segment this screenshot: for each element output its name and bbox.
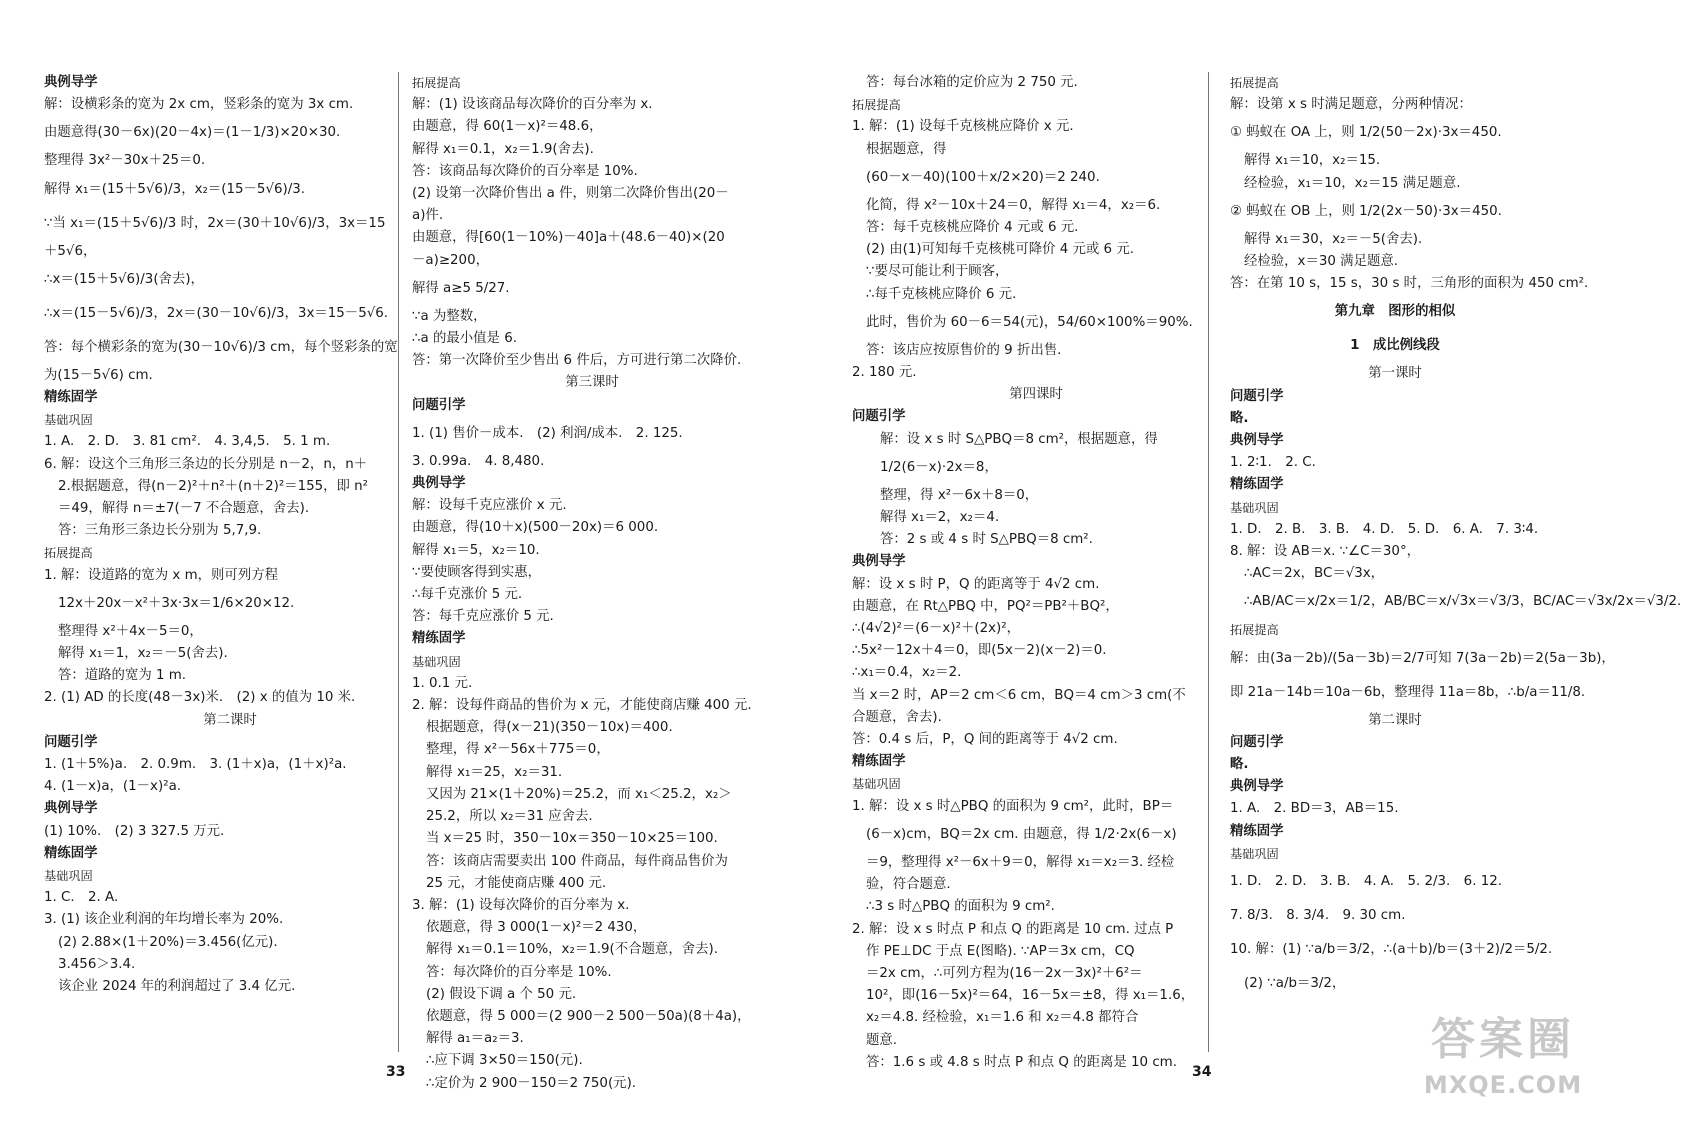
- text-line: 根据题意，得: [866, 141, 947, 157]
- text-line: ∴AB/AC＝x/2x＝1/2，AB/BC＝x/√3x＝√3/3，BC/AC＝√3x/2x＝√3/2.: [1244, 594, 1681, 610]
- text-line: 解：设横彩条的宽为 2x cm，竖彩条的宽为 3x cm.: [44, 97, 354, 113]
- text-line: 精练固学: [412, 631, 466, 647]
- text-line: 1 成比例线段: [1350, 338, 1440, 354]
- text-line: 答：该商店需要卖出 100 件商品，每件商品售价为: [426, 853, 728, 869]
- text-line: 6. 解：设这个三角形三条边的长分别是 n－2，n，n＋: [44, 456, 368, 472]
- text-line: 略.: [1230, 410, 1249, 426]
- text-line: 第一课时: [1368, 366, 1422, 382]
- text-line: a)件.: [412, 208, 444, 224]
- column-divider-right: [1208, 72, 1209, 1052]
- text-line: 第二课时: [203, 712, 257, 728]
- text-line: －a)≥200，: [412, 252, 489, 268]
- text-line: 化简，得 x²－10x＋24＝0，解得 x₁＝4，x₂＝6.: [866, 197, 1161, 213]
- text-line: 由题意得(30－6x)(20－4x)＝(1－1/3)×20×30.: [44, 125, 341, 141]
- text-line: ∴定价为 2 900－150＝2 750(元).: [426, 1075, 637, 1091]
- text-line: ∴每千克核桃应降价 6 元.: [866, 286, 1017, 302]
- text-line: 拓展提高: [44, 546, 93, 561]
- text-line: 解得 x₁＝5，x₂＝10.: [412, 542, 540, 558]
- text-line: 第九章 图形的相似: [1334, 304, 1456, 320]
- text-line: 解得 x₁＝(15＋5√6)/3，x₂＝(15－5√6)/3.: [44, 181, 306, 197]
- text-line: 基础巩固: [1230, 500, 1279, 515]
- text-line: 1. 解：(1) 设每千克核桃应降价 x 元.: [852, 119, 1074, 135]
- text-line: 问题引学: [412, 397, 466, 413]
- text-line: 由题意，在 Rt△PBQ 中，PQ²＝PB²＋BQ²，: [852, 598, 1119, 614]
- text-line: 答：每千克核桃应降价 4 元或 6 元.: [866, 220, 1079, 236]
- text-line: 1/2(6－x)·2x＝8，: [880, 459, 998, 475]
- text-line: 精练固学: [1230, 823, 1284, 839]
- text-line: 拓展提高: [1230, 623, 1279, 638]
- text-line: 1. A. 2. D. 3. 81 cm². 4. 3,4,5. 5. 1 m.: [44, 434, 331, 450]
- text-line: 整理得 3x²－30x＋25＝0.: [44, 153, 206, 169]
- text-line: 解：设第 x s 时满足题意，分两种情况：: [1230, 97, 1472, 113]
- text-line: 整理得 x²＋4x－5＝0，: [58, 623, 203, 639]
- text-line: 2. (1) AD 的长度(48－3x)米. (2) x 的值为 10 米.: [44, 690, 356, 706]
- text-line: 整理，得 x²－56x＋775＝0，: [426, 742, 610, 758]
- text-line: ＝2x cm，∴可列方程为(16－2x－3x)²＋6²＝: [866, 965, 1143, 981]
- text-line: 解：设 x s 时 P，Q 的距离等于 4√2 cm.: [852, 576, 1100, 592]
- text-line: 12x＋20x－x²＋3x·3x＝1/6×20×12.: [58, 595, 295, 611]
- text-line: 3. 解：(1) 设每次降价的百分率为 x.: [412, 897, 630, 913]
- text-line: 解得 a≥5 5/27.: [412, 280, 510, 296]
- text-line: 答：0.4 s 后，P，Q 间的距离等于 4√2 cm.: [852, 732, 1118, 748]
- text-line: 当 x＝2 时，AP＝2 cm＜6 cm，BQ＝4 cm＞3 cm(不: [852, 687, 1186, 703]
- text-line: 问题引学: [44, 734, 98, 750]
- text-line: 答：道路的宽为 1 m.: [58, 668, 187, 684]
- text-line: 精练固学: [44, 390, 98, 406]
- text-line: ∵当 x₁＝(15＋5√6)/3 时，2x＝(30＋10√6)/3，3x＝15: [44, 215, 386, 231]
- text-line: 作 PE⊥DC 于点 E(图略). ∵AP＝3x cm，CQ: [866, 943, 1135, 959]
- text-line: 拓展提高: [412, 76, 461, 90]
- text-line: x₂＝4.8. 经检验，x₁＝1.6 和 x₂＝4.8 都符合: [866, 1010, 1139, 1026]
- text-line: ∵要尽可能让利于顾客，: [866, 264, 1009, 280]
- watermark-logo: [1418, 1010, 1588, 1114]
- text-line: ＝49，解得 n＝±7(－7 不合题意，舍去).: [58, 501, 310, 517]
- column-1: [44, 72, 416, 998]
- text-line: 解得 x₁＝1，x₂＝－5(舍去).: [58, 646, 228, 662]
- text-line: 精练固学: [44, 845, 98, 861]
- text-line: 2. 180 元.: [852, 365, 917, 381]
- text-line: 25 元，才能使商店赚 400 元.: [426, 875, 607, 891]
- text-line: 基础巩固: [852, 777, 901, 792]
- text-line: 典例导学: [412, 476, 466, 492]
- text-line: 典例导学: [44, 801, 98, 817]
- text-line: (2) 假设下调 a 个 50 元.: [426, 986, 577, 1002]
- text-line: ① 蚂蚁在 OA 上，则 1/2(50－2x)·3x＝450.: [1230, 125, 1502, 141]
- text-line: 3. 0.99a. 4. 8,480.: [412, 453, 545, 469]
- text-line: 25.2，所以 x₂＝31 应舍去.: [426, 809, 593, 825]
- text-line: 答：2 s 或 4 s 时 S△PBQ＝8 cm².: [880, 532, 1093, 548]
- text-line: (2) ∵a/b＝3/2，: [1244, 976, 1346, 992]
- text-line: 1. (1) 售价－成本. (2) 利润/成本. 2. 125.: [412, 425, 683, 441]
- text-line: (2) 由(1)可知每千克核桃可降价 4 元或 6 元.: [866, 242, 1134, 258]
- text-line: 解得 x₁＝25，x₂＝31.: [426, 764, 563, 780]
- text-line: ＝9，整理得 x²－6x＋9＝0，解得 x₁＝x₂＝3. 经检: [866, 854, 1175, 870]
- text-line: 解得 a₁＝a₂＝3.: [426, 1031, 524, 1047]
- text-line: 又因为 21×(1＋20%)＝25.2，而 x₁＜25.2，x₂＞: [426, 786, 732, 802]
- text-line: 典例导学: [44, 75, 98, 90]
- text-line: 该企业 2024 年的利润超过了 3.4 亿元.: [58, 979, 296, 995]
- text-line: 第四课时: [1009, 387, 1063, 403]
- text-line: 答：在第 10 s，15 s，30 s 时，三角形的面积为 450 cm².: [1230, 276, 1589, 292]
- text-line: 答：每千克应涨价 5 元.: [412, 609, 554, 625]
- text-line: 题意.: [866, 1032, 898, 1048]
- text-line: 即 21a－14b＝10a－6b，整理得 11a＝8b，∴b/a＝11/8.: [1230, 684, 1586, 700]
- text-line: 答：每次降价的百分率是 10%.: [426, 964, 612, 980]
- text-line: 解：设每千克应涨价 x 元.: [412, 498, 567, 514]
- text-line: 由题意，得(10＋x)(500－20x)＝6 000.: [412, 520, 659, 536]
- text-line: 合题意，舍去).: [852, 709, 942, 725]
- text-line: ∴(4√2)²＝(6－x)²＋(2x)²，: [852, 621, 1020, 637]
- text-line: 拓展提高: [852, 98, 901, 113]
- text-line: ∴x₁＝0.4，x₂＝2.: [852, 665, 962, 681]
- text-line: 答：每台冰箱的定价应为 2 750 元.: [866, 75, 1078, 90]
- text-line: 典例导学: [1230, 433, 1284, 449]
- text-line: 答：三角形三条边长分别为 5,7,9.: [58, 523, 262, 539]
- text-line: ＋5√6，: [44, 243, 97, 259]
- text-line: 解得 x₁＝0.1，x₂＝1.9(舍去).: [412, 141, 594, 157]
- text-line: ② 蚂蚁在 OB 上，则 1/2(2x－50)·3x＝450.: [1230, 203, 1502, 219]
- text-line: 解得 x₁＝0.1＝10%，x₂＝1.9(不合题意，舍去).: [426, 942, 718, 958]
- page-number-left: 33: [386, 1064, 406, 1080]
- text-line: 由题意，得[60(1－10%)－40]a＋(48.6－40)×(20: [412, 230, 725, 246]
- text-line: 依题意，得 5 000＝(2 900－2 500－50a)(8＋4a)，: [426, 1008, 751, 1024]
- text-line: 1. 解：设 x s 时△PBQ 的面积为 9 cm²，此时，BP＝: [852, 798, 1174, 814]
- text-line: ∴x＝(15－5√6)/3，2x＝(30－10√6)/3，3x＝15－5√6.: [44, 305, 389, 321]
- text-line: (2) 2.88×(1＋20%)＝3.456(亿元).: [58, 934, 278, 950]
- text-line: 验，符合题意.: [866, 877, 951, 893]
- text-line: ∵要使顾客得到实惠，: [412, 564, 542, 580]
- text-line: 整理，得 x²－6x＋8＝0，: [880, 487, 1039, 503]
- text-line: 3.456＞3.4.: [58, 956, 136, 972]
- text-line: 答：第一次降价至少售出 6 件后，方可进行第二次降价.: [412, 353, 742, 369]
- text-line: ∴应下调 3×50＝150(元).: [426, 1053, 583, 1069]
- text-line: 拓展提高: [1230, 76, 1279, 90]
- text-line: ∴AC＝2x，BC＝√3x，: [1244, 566, 1385, 582]
- text-line: 依题意，得 3 000(1－x)²＝2 430，: [426, 920, 647, 936]
- text-line: ∴3 s 时△PBQ 的面积为 9 cm².: [866, 899, 1055, 915]
- text-line: ∴5x²－12x＋4＝0，即(5x－2)(x－2)＝0.: [852, 643, 1107, 659]
- text-line: 典例导学: [1230, 779, 1284, 795]
- text-line: 1. 解：设道路的宽为 x m，则可列方程: [44, 567, 278, 583]
- text-line: 解得 x₁＝2，x₂＝4.: [880, 510, 1000, 526]
- text-line: 8. 解：设 AB＝x. ∵∠C＝30°，: [1230, 544, 1421, 560]
- text-line: 由题意，得 60(1－x)²＝48.6，: [412, 119, 603, 135]
- column-4: [1230, 72, 1681, 1001]
- text-line: 1. D. 2. B. 3. B. 4. D. 5. D. 6. A. 7. 3∶4.: [1230, 521, 1539, 537]
- text-line: 经检验，x₁＝10，x₂＝15 满足题意.: [1244, 175, 1461, 191]
- text-line: 问题引学: [1230, 388, 1284, 404]
- column-divider-left: [398, 72, 399, 1052]
- text-line: (6－x)cm，BQ＝2x cm. 由题意，得 1/2·2x(6－x): [866, 826, 1177, 842]
- text-line: 3. (1) 该企业利润的年均增长率为 20%.: [44, 912, 284, 928]
- text-line: 精练固学: [1230, 477, 1284, 493]
- text-line: 基础巩固: [1230, 846, 1279, 861]
- column-3: [852, 72, 1220, 1074]
- text-line: 答：每个横彩条的宽为(30－10√6)/3 cm，每个竖彩条的宽: [44, 339, 398, 355]
- text-line: 基础巩固: [44, 869, 93, 884]
- text-line: 经检验，x＝30 满足题意.: [1244, 254, 1398, 270]
- text-line: (2) 设第一次降价售出 a 件，则第二次降价售出(20－: [412, 186, 729, 202]
- text-line: 10. 解：(1) ∵a/b＝3/2，∴(a＋b)/b＝(3＋2)/2＝5/2.: [1230, 942, 1553, 958]
- text-line: 7. 8/3. 8. 3/4. 9. 30 cm.: [1230, 908, 1406, 924]
- text-line: 2. 解：设每件商品的售价为 x 元，才能使商店赚 400 元.: [412, 698, 752, 714]
- text-line: 为(15－5√6) cm.: [44, 367, 153, 383]
- text-line: ∴a 的最小值是 6.: [412, 331, 517, 347]
- text-line: 答：该商品每次降价的百分率是 10%.: [412, 163, 638, 179]
- text-line: 10²，即(16－5x)²＝64，16－5x＝±8，得 x₁＝1.6，: [866, 988, 1195, 1004]
- column-2: [412, 72, 772, 1095]
- text-line: ∴x＝(15＋5√6)/3(舍去)，: [44, 271, 204, 287]
- text-line: 此时，售价为 60－6＝54(元)，54/60×100%＝90%.: [866, 314, 1193, 330]
- text-line: 1. A. 2. BD＝3，AB＝15.: [1230, 801, 1399, 817]
- text-line: 第二课时: [1368, 712, 1422, 728]
- text-line: 2.根据题意，得(n－2)²＋n²＋(n＋2)²＝155，即 n²: [58, 478, 369, 494]
- text-line: 当 x＝25 时，350－10x＝350－10×25＝100.: [426, 831, 718, 847]
- text-line: 精练固学: [852, 754, 906, 770]
- text-line: 基础巩固: [412, 654, 461, 669]
- text-line: 第三课时: [565, 375, 619, 391]
- text-line: (1) 10%. (2) 3 327.5 万元.: [44, 823, 225, 839]
- watermark-title: 答案圈: [1431, 1014, 1575, 1065]
- text-line: 2. 解：设 x s 时点 P 和点 Q 的距离是 10 cm. 过点 P: [852, 921, 1174, 937]
- text-line: 解：(1) 设该商品每次降价的百分率为 x.: [412, 97, 653, 113]
- text-line: 根据题意，得(x－21)(350－10x)＝400.: [426, 720, 673, 736]
- text-line: 略.: [1230, 757, 1249, 773]
- text-line: 基础巩固: [44, 413, 93, 428]
- text-line: 1. C. 2. A.: [44, 890, 119, 906]
- text-line: 1. 0.1 元.: [412, 675, 473, 691]
- text-line: 1. D. 2. D. 3. B. 4. A. 5. 2/3. 6. 12.: [1230, 874, 1503, 890]
- text-line: 答：该店应按原售价的 9 折出售.: [866, 342, 1062, 358]
- text-line: 答：1.6 s 或 4.8 s 时点 P 和点 Q 的距离是 10 cm.: [866, 1054, 1177, 1070]
- text-line: ∴每千克涨价 5 元.: [412, 587, 523, 603]
- text-line: 1. 2∶1. 2. C.: [1230, 455, 1316, 471]
- text-line: 解得 x₁＝10，x₂＝15.: [1244, 153, 1381, 169]
- watermark-url: MXQE.COM: [1423, 1071, 1583, 1099]
- text-line: ∵a 为整数，: [412, 308, 487, 324]
- text-line: 问题引学: [852, 409, 906, 425]
- text-line: 问题引学: [1230, 734, 1284, 750]
- page-number-right: 34: [1192, 1064, 1212, 1080]
- text-line: 1. (1＋5%)a. 2. 0.9m. 3. (1＋x)a，(1＋x)²a.: [44, 757, 347, 773]
- text-line: 解：设 x s 时 S△PBQ＝8 cm²，根据题意，得: [880, 431, 1158, 447]
- text-line: 4. (1－x)a，(1－x)²a.: [44, 779, 182, 795]
- text-line: (60－x－40)(100＋x/2×20)＝2 240.: [866, 169, 1100, 185]
- text-line: 解得 x₁＝30，x₂＝－5(舍去).: [1244, 231, 1423, 247]
- text-line: 典例导学: [852, 554, 906, 570]
- text-line: 解：由(3a－2b)/(5a－3b)＝2/7可知 7(3a－2b)＝2(5a－3b)，: [1230, 650, 1615, 666]
